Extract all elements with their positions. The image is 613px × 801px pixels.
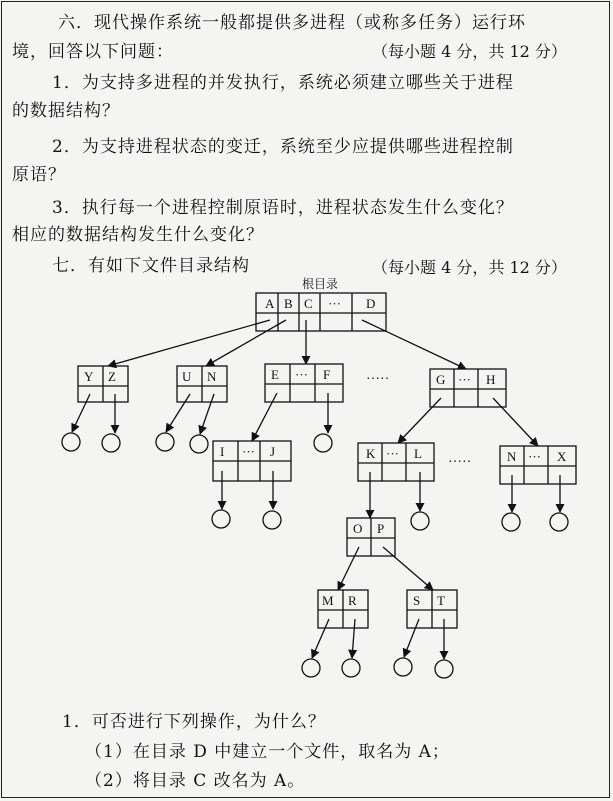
node-p: P (377, 521, 385, 536)
node-m: M (322, 593, 334, 608)
node-i: I (220, 444, 225, 459)
node-n: N (207, 369, 217, 384)
q7-sub1: 1．可否进行下列操作，为什么？ (62, 712, 326, 732)
root-cell-ellipsis: ··· (328, 296, 341, 311)
ellipsis-middle: ····· (366, 372, 390, 387)
node-kl-ellipsis: ··· (386, 446, 399, 461)
q6-sub3-line1: 3．执行每一个进程控制原语时，进程状态发生什么变化？ (52, 198, 514, 218)
node-ef-ellipsis: ··· (295, 367, 308, 382)
node-y: Y (84, 369, 94, 384)
node-j: J (270, 444, 276, 459)
q6-sub1-line2: 的数据结构？ (12, 101, 120, 121)
node-gh-ellipsis: ··· (458, 372, 471, 387)
node-e: E (271, 367, 279, 382)
root-cell-c: C (304, 296, 313, 311)
q7-points: （每小题 4 分，共 12 分） (372, 258, 567, 277)
node-l: L (414, 446, 422, 461)
file-leaf-nodes (62, 433, 568, 678)
q6-sub2-line2: 原语？ (12, 165, 66, 185)
node-s: S (413, 593, 421, 608)
root-cell-a: A (265, 296, 275, 311)
node-u: U (182, 369, 192, 384)
node-g: G (436, 372, 446, 387)
node-z: Z (108, 369, 116, 384)
root-cell-d: D (366, 296, 376, 311)
q6-line1: 六．现代操作系统一般都提供多进程（或称多任务）运行环 (58, 13, 526, 33)
q6-sub1-line1: 1．为支持多进程的并发执行，系统必须建立哪些关于进程 (52, 73, 514, 93)
node-k: K (366, 446, 376, 461)
node-r: R (348, 593, 357, 608)
node-n2: N (507, 449, 517, 464)
q6-sub2-line1: 2．为支持进程状态的变迁，系统至少应提供哪些进程控制 (52, 137, 514, 157)
q7-title: 七．有如下文件目录结构 (52, 256, 250, 276)
node-ij-ellipsis: ··· (242, 444, 255, 459)
q6-sub3-line2: 相应的数据结构发生什么变化？ (12, 225, 264, 245)
node-t: T (437, 593, 445, 608)
node-h: H (486, 372, 496, 387)
q7-sub1-item2: （2）将目录 C 改名为 A。 (85, 771, 306, 791)
ellipsis-right: ····· (448, 455, 472, 470)
node-f: F (323, 367, 331, 382)
q6-points: （每小题 4 分，共 12 分） (372, 42, 567, 61)
node-x: X (557, 449, 567, 464)
root-cell-b: B (284, 296, 293, 311)
node-nx-ellipsis: ··· (528, 449, 541, 464)
node-o: O (353, 521, 363, 536)
q6-line2: 境，回答以下问题： (12, 42, 174, 62)
root-label: 根目录 (302, 277, 339, 291)
q7-sub1-item1: （1）在目录 D 中建立一个文件，取名为 A； (85, 742, 450, 762)
